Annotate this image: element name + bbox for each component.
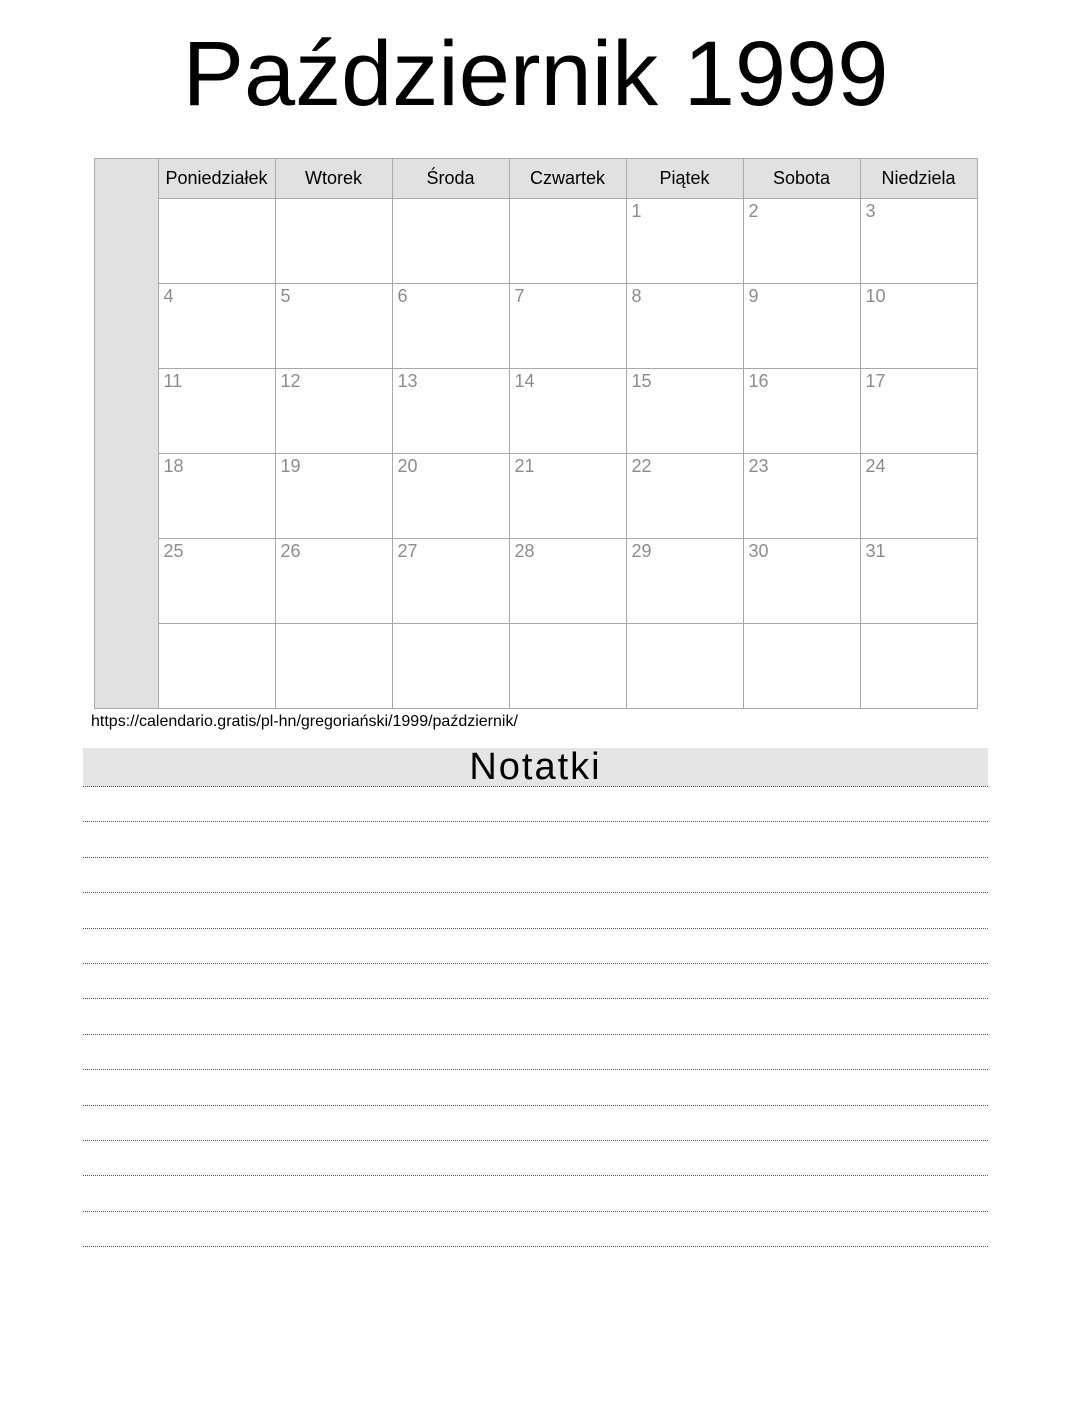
day-cell-12: 12 (275, 369, 392, 454)
day-cell-empty (860, 624, 977, 709)
day-cell-empty (275, 199, 392, 284)
note-line (83, 1035, 988, 1070)
day-cell-10: 10 (860, 284, 977, 369)
day-cell-7: 7 (509, 284, 626, 369)
day-cell-15: 15 (626, 369, 743, 454)
day-cell-28: 28 (509, 539, 626, 624)
weekday-header-2: Wtorek (275, 159, 392, 199)
day-cell-11: 11 (158, 369, 275, 454)
page (0, 23, 1071, 1247)
day-cell-25: 25 (158, 539, 275, 624)
day-cell-2: 2 (743, 199, 860, 284)
day-cell-empty (158, 199, 275, 284)
note-line (83, 1212, 988, 1247)
day-cell-26: 26 (275, 539, 392, 624)
day-cell-20: 20 (392, 454, 509, 539)
day-cell-empty (509, 624, 626, 709)
source-url: https://calendario.gratis/pl-hn/gregoriański/1999/październik/ (91, 713, 518, 730)
note-line (83, 1070, 988, 1105)
weekday-header-4: Czwartek (509, 159, 626, 199)
day-cell-30: 30 (743, 539, 860, 624)
day-cell-empty (743, 624, 860, 709)
note-line (83, 964, 988, 999)
weekday-header-5: Piątek (626, 159, 743, 199)
notes-section (83, 748, 988, 1247)
weekday-header-7: Niedziela (860, 159, 977, 199)
calendar-week-row (94, 284, 977, 369)
day-cell-31: 31 (860, 539, 977, 624)
day-cell-3: 3 (860, 199, 977, 284)
day-cell-27: 27 (392, 539, 509, 624)
day-cell-6: 6 (392, 284, 509, 369)
day-cell-16: 16 (743, 369, 860, 454)
note-line (83, 893, 988, 928)
weekday-header-1: Poniedziałek (158, 159, 275, 199)
day-cell-22: 22 (626, 454, 743, 539)
calendar-table (94, 158, 978, 709)
calendar-week-row (94, 539, 977, 624)
day-cell-4: 4 (158, 284, 275, 369)
week-number-column (94, 159, 158, 709)
day-cell-14: 14 (509, 369, 626, 454)
note-line (83, 787, 988, 822)
weekday-header-3: Środa (392, 159, 509, 199)
note-line (83, 822, 988, 857)
day-cell-empty (392, 624, 509, 709)
note-line (83, 858, 988, 893)
day-cell-17: 17 (860, 369, 977, 454)
calendar-week-row (94, 369, 977, 454)
day-cell-13: 13 (392, 369, 509, 454)
day-cell-1: 1 (626, 199, 743, 284)
day-cell-empty (392, 199, 509, 284)
note-line (83, 999, 988, 1034)
notes-title: Notatki (469, 746, 602, 788)
day-cell-18: 18 (158, 454, 275, 539)
calendar-header-row (94, 159, 977, 199)
calendar-week-row (94, 624, 977, 709)
notes-lines (83, 787, 988, 1247)
day-cell-24: 24 (860, 454, 977, 539)
note-line (83, 1141, 988, 1176)
day-cell-9: 9 (743, 284, 860, 369)
day-cell-empty (509, 199, 626, 284)
day-cell-8: 8 (626, 284, 743, 369)
day-cell-23: 23 (743, 454, 860, 539)
day-cell-empty (626, 624, 743, 709)
page-title: Październik 1999 (182, 23, 889, 125)
day-cell-empty (275, 624, 392, 709)
note-line (83, 929, 988, 964)
weekday-header-6: Sobota (743, 159, 860, 199)
day-cell-5: 5 (275, 284, 392, 369)
day-cell-29: 29 (626, 539, 743, 624)
note-line (83, 1176, 988, 1211)
calendar-week-row (94, 454, 977, 539)
notes-header-bar (83, 748, 988, 787)
day-cell-empty (158, 624, 275, 709)
calendar-week-row (94, 199, 977, 284)
day-cell-21: 21 (509, 454, 626, 539)
note-line (83, 1106, 988, 1141)
day-cell-19: 19 (275, 454, 392, 539)
